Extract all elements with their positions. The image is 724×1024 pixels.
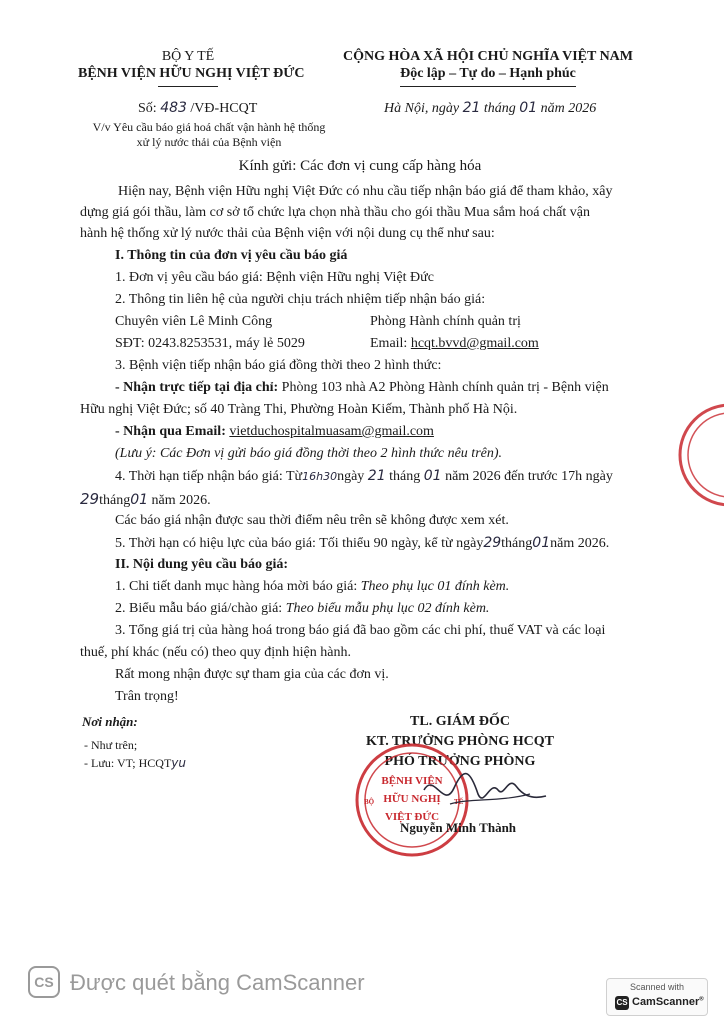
date-month-handwritten: 01 [519, 100, 538, 116]
section-1-item-3: 3. Bệnh viện tiếp nhận báo giá đồng thời theo 2 hình thức: [115, 358, 442, 373]
intro-line-2: dựng giá gói thầu, làm cơ sở tổ chức lựa chọn nhà thầu cho gói thầu Mua sắm hoá chất vận [80, 205, 590, 220]
stamp-text-2: HỮU NGHỊ [383, 793, 441, 805]
item5-text-b: tháng [501, 536, 533, 551]
scanned-by-text: Được quét bằng CamScanner [70, 970, 365, 995]
item4-text-f: năm 2026. [151, 493, 211, 508]
item5-text-a: 5. Thời hạn có hiệu lực của báo giá: Tối thiểu 90 ngày, kể từ ngày [115, 536, 484, 551]
item4-handwritten-time: 16h30 [302, 470, 338, 483]
badge-cs-icon [615, 996, 629, 1010]
badge-top-text: Scanned with [629, 982, 685, 992]
s2-item1-italic: Theo phụ lục 01 đính kèm. [360, 579, 510, 594]
subject-line-1: V/v Yêu cầu báo giá hoá chất vận hành hệ thống [92, 120, 326, 134]
item4-text-e: tháng [99, 493, 131, 508]
late-submission-note: Các báo giá nhận được sau thời điểm nêu trên sẽ không được xem xét. [115, 513, 509, 528]
camscanner-logo-icon [28, 966, 60, 998]
email-submission-label: - Nhận qua Email: [115, 424, 226, 439]
subject-line-2: xử lý nước thải của Bệnh viện [136, 135, 282, 149]
direct-submission-line-2: Hữu nghị Việt Đức; số 40 Tràng Thi, Phường Hoàn Kiếm, Thành phố Hà Nội. [80, 402, 518, 417]
item5-text-c: năm 2026. [550, 536, 610, 551]
national-motto: Độc lập – Tự do – Hạnh phúc [400, 66, 576, 81]
submission-note: (Lưu ý: Các Đơn vị gửi báo giá đồng thời theo 2 hình thức nêu trên). [115, 446, 503, 461]
contact-department: Phòng Hành chính quản trị [370, 314, 521, 329]
item4-text-c: tháng [389, 469, 421, 484]
ministry-name: BỘ Y TẾ [161, 49, 215, 64]
item4-text-d: năm 2026 đến trước 17h ngày [445, 469, 613, 484]
number-suffix: /VĐ-HCQT [190, 101, 258, 116]
camscanner-badge [606, 978, 708, 1016]
contact-phone: SĐT: 0243.8253531, máy lẻ 5029 [115, 336, 305, 351]
stamp-text-3: VIỆT ĐỨC [384, 811, 440, 823]
contact-email-link[interactable]: hcqt.bvvd@gmail.com [410, 336, 539, 351]
contact-name: Chuyên viên Lê Minh Công [115, 314, 273, 329]
intro-line-1: Hiện nay, Bệnh viện Hữu nghị Việt Đức có nhu cầu tiếp nhận báo giá để tham khảo, xây [118, 184, 613, 199]
item5-handwritten-month: 01 [532, 535, 551, 551]
contact-email-line [370, 336, 539, 352]
recipient-item-1: - Như trên; [84, 738, 138, 752]
stamp-text-1: BỆNH VIỆN [381, 775, 443, 787]
direct-submission-text: Phòng 103 nhà A2 Phòng Hành chính quản trị - Bệnh viện [281, 380, 609, 395]
contact-email-label: Email: [370, 336, 408, 351]
hospital-name: BỆNH VIỆN HỮU NGHỊ VIỆT ĐỨC [78, 66, 305, 81]
badge-cs-icon-text: CS [616, 998, 628, 1007]
addressee: Kính gửi: Các đơn vị cung cấp hàng hóa [238, 158, 482, 174]
section-2-item-3-line-2: thuế, phí khác (nếu có) theo quy định hiện hành. [80, 645, 351, 660]
badge-brand-text: CamScanner [632, 996, 700, 1008]
item4-handwritten-month-2: 01 [130, 492, 149, 508]
issue-date [384, 100, 596, 117]
header-right-underline [400, 86, 576, 87]
section-1-item-4-line-2 [80, 490, 211, 509]
date-month-label: tháng [483, 101, 516, 116]
signature-title-2: KT. TRƯỞNG PHÒNG HCQT [366, 734, 554, 749]
recipient-item-2 [84, 756, 186, 771]
document-number [138, 100, 257, 117]
item4-handwritten-month: 01 [423, 468, 442, 484]
item4-handwritten-day: 21 [367, 468, 386, 484]
item4-handwritten-day-2: 29 [80, 490, 100, 508]
email-submission-link[interactable]: vietduchospitalmuasam@gmail.com [229, 424, 434, 439]
section-2-item-2 [115, 601, 489, 617]
badge-brand [632, 996, 704, 1008]
item4-text-a: 4. Thời hạn tiếp nhận báo giá: Từ [115, 469, 303, 484]
section-1-item-4-line-1 [115, 468, 613, 485]
edge-stamp [672, 400, 724, 510]
handwritten-signature [420, 760, 550, 820]
date-year: năm 2026 [540, 101, 597, 116]
signature-title-3: PHÓ TRƯỞNG PHÒNG [384, 754, 536, 769]
recipient-item-2-text: - Lưu: VT; HCQT [84, 756, 172, 770]
closing-line-2: Trân trọng! [115, 689, 179, 704]
recipient-initials-handwritten: yu [171, 756, 186, 770]
section-1-item-1: 1. Đơn vị yêu cầu báo giá: Bệnh viện Hữu nghị Việt Đức [115, 270, 434, 285]
section-2-item-3-line-1: 3. Tổng giá trị của hàng hoá trong báo giá đã bao gồm các chi phí, thuế VAT và các loại [115, 623, 606, 638]
direct-submission-label: - Nhận trực tiếp tại địa chỉ: [115, 380, 279, 395]
date-day-handwritten: 21 [462, 100, 481, 116]
section-2-title: II. Nội dung yêu cầu báo giá: [115, 557, 289, 572]
s2-item2-italic: Theo biểu mẫu phụ lục 02 đính kèm. [285, 601, 490, 616]
section-1-item-2: 2. Thông tin liên hệ của người chịu trách nhiệm tiếp nhận báo giá: [115, 292, 486, 307]
badge-reg-mark: ® [699, 996, 704, 1003]
intro-line-3: hành hệ thống xử lý nước thải của Bệnh viện với nội dung cụ thể như sau: [80, 226, 495, 241]
s2-item2-text: 2. Biểu mẫu báo giá/chào giá: [115, 601, 283, 616]
signature-title-1: TL. GIÁM ĐỐC [410, 714, 510, 729]
recipients-title: Nơi nhận: [82, 714, 138, 729]
country-name: CỘNG HÒA XÃ HỘI CHỦ NGHĨA VIỆT NAM [342, 49, 633, 64]
s2-item1-text: 1. Chi tiết danh mục hàng hóa mời báo giá: [115, 579, 358, 594]
section-1-item-5 [115, 535, 609, 552]
item5-handwritten-day: 29 [483, 535, 502, 551]
stamp-side-text: BỘ [364, 798, 375, 806]
stamp-side-text-2: TẾ [454, 798, 464, 806]
item4-text-b: ngày [337, 469, 365, 484]
date-prefix: Hà Nội, ngày [384, 101, 460, 116]
signer-name: Nguyễn Minh Thành [399, 820, 517, 835]
direct-submission-line-1 [115, 380, 609, 396]
email-submission-line [115, 424, 434, 440]
header-left-underline [158, 86, 218, 87]
number-prefix: Số: [138, 101, 157, 116]
section-2-item-1 [115, 579, 509, 595]
section-1-title: I. Thông tin của đơn vị yêu cầu báo giá [115, 248, 348, 263]
camscanner-logo-text: CS [34, 974, 54, 990]
closing-line-1: Rất mong nhận được sự tham gia của các đơn vị. [115, 667, 389, 682]
number-handwritten: 483 [160, 100, 187, 116]
